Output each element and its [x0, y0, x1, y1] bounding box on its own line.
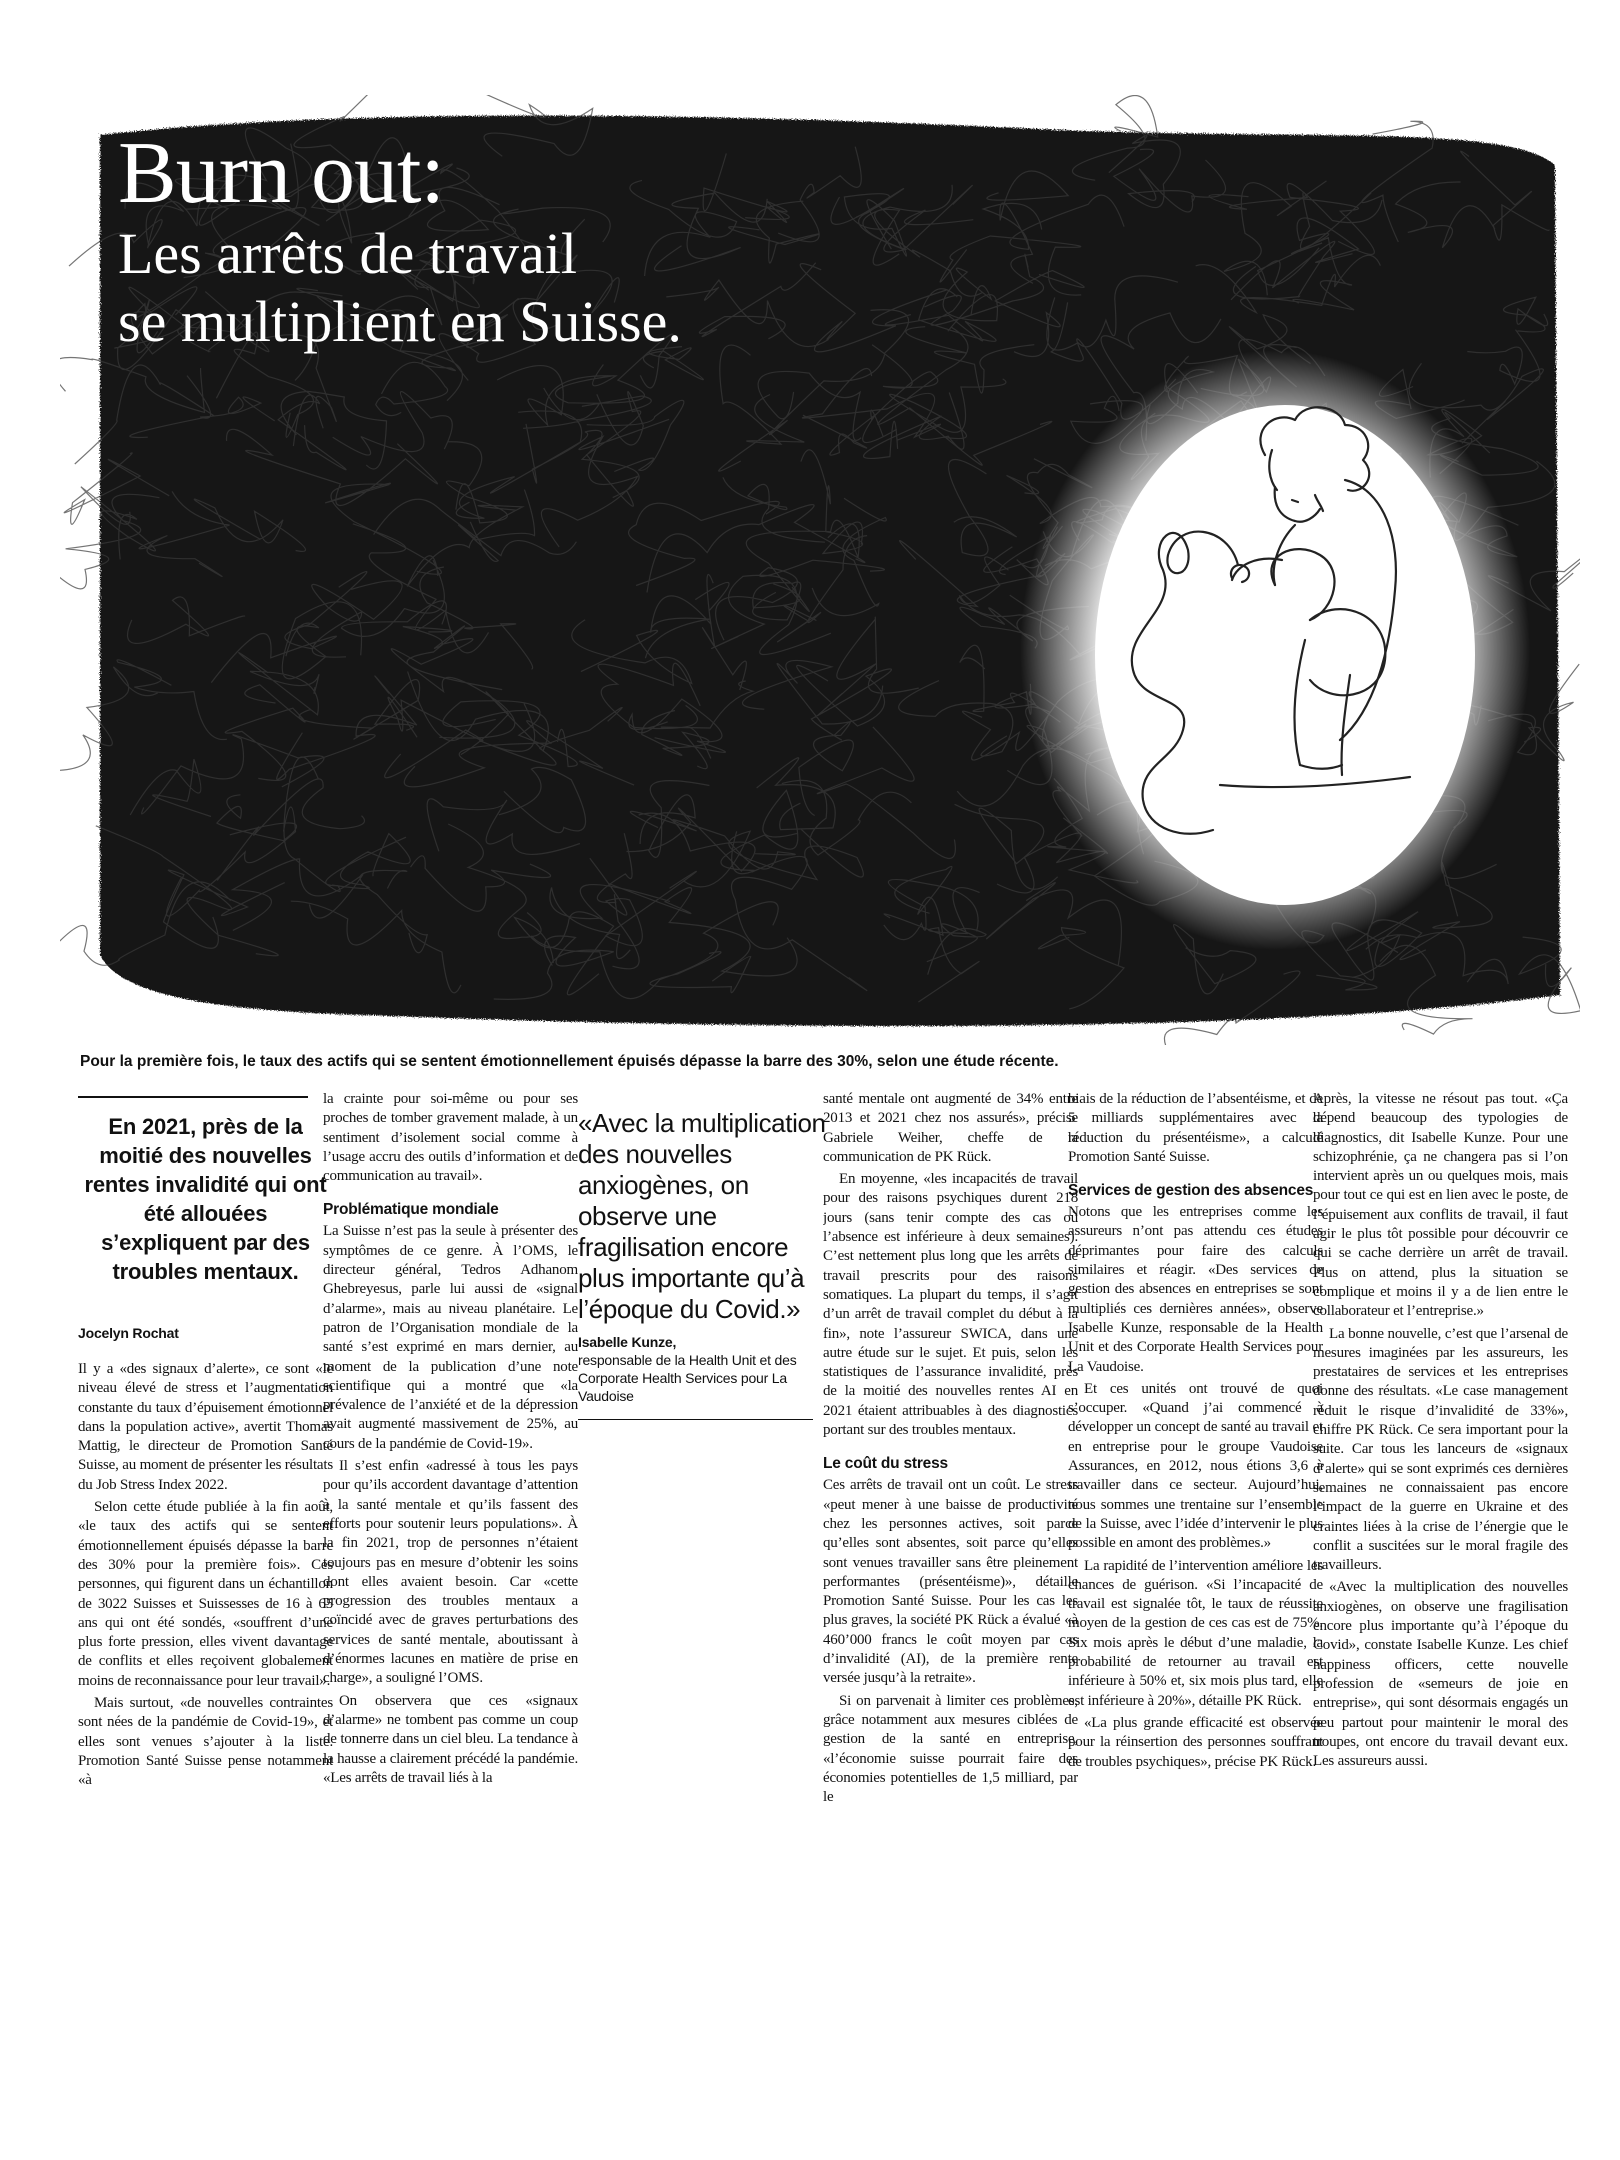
paragraph: Si on parvenait à limiter ces problèmes, grâce notamment aux mesures ciblées de gestion de la santé en entreprise, «l’économie suisse pourrait faire des économies potentielles de 1,5 milliard, par le: [823, 1692, 1078, 1806]
pull-quote-author: Isabelle Kunze,: [578, 1334, 677, 1350]
pull-quote-role: responsable de la Health Unit et des Corporate Health Services pour La Vaudoise: [578, 1352, 797, 1404]
column-6: [1313, 1090, 1568, 2150]
image-caption: Pour la première fois, le taux des actifs qui se sentent émotionnellement épuisés dépasse la barre des 30%, selon une étude récente.: [80, 1053, 1059, 1070]
pull-quote: [578, 1090, 833, 1420]
paragraph: On observera que ces «signaux d’alarme» ne tombent pas comme un coup de tonnerre dans un ciel bleu. La tendance à la hausse a clairement précédé la pandémie. «Les arrêts de travail liés à la: [323, 1692, 578, 1786]
column-2: [323, 1090, 578, 2150]
author: Jocelyn Rochat: [78, 1325, 179, 1341]
headline-main: Burn out:: [118, 125, 444, 222]
subheading: Problématique mondiale: [323, 1201, 499, 1219]
column-1: [78, 1090, 333, 2150]
headline: [118, 125, 918, 356]
paragraph: La bonne nouvelle, c’est que l’arsenal de mesures imaginées par les assureurs, les prestataires de services et les entreprises donne des résultats. «Le case management réduit le risque d’invalidité de 33%», chiffre PK Rück. Ce sera important pour la suite. Car tous les lanceurs de «signaux d’alerte» qui se sont exprimés ces dernières semaines ne connaissaient pas encore l’impact de la guerre en Ukraine et des craintes liées à la crise de l’énergie que le conflit a suscitées sur le moral fragile des travailleurs.: [1313, 1325, 1568, 1574]
paragraph: Il s’est enfin «adressé à tous les pays pour qu’ils accordent davantage d’attention à la santé mentale et qu’ils fassent des efforts pour soutenir leurs populations». À la fin 2021, trop de personnes n’étaient toujours pas en mesure d’obtenir les soins dont elles avaient besoin. Car «cette progression des troubles mentaux a coïncidé avec de graves perturbations des services de santé mentale, aboutissant à d’énormes lacunes en matière de prise en charge», a souligné l’OMS.: [323, 1458, 578, 1687]
headline-sub-line-1: Les arrêts de travail: [118, 221, 577, 286]
paragraph: «La plus grande efficacité est observée pour la réinsertion des personnes souffrant de troubles psychiques», précise PK Rück.: [1068, 1714, 1323, 1770]
paragraph: santé mentale ont augmenté de 34% entre 2013 et 2021 chez nos assurés», précise Gabriele Weiher, cheffe de la communication de PK Rück.: [823, 1091, 1078, 1165]
paragraph: biais de la réduction de l’absentéisme, et de 5 milliards supplémentaires avec la réduction du présentéisme», a calculé Promotion Santé Suisse.: [1068, 1091, 1323, 1165]
article-body: [33, 1090, 1587, 2150]
paragraph: La Suisse n’est pas la seule à présenter des symptômes de ce genre. À l’OMS, le directeur général, Tedros Adhanom Ghebreyesus, parle lui aussi de «signal d’alarme», mais au niveau planétaire. Le patron de l’Organisation mondiale de la santé s’est exprimé en mars dernier, au moment de la publication d’une note scientifique qui a montré que «la prévalence de l’anxiété et de la dépression avait augmenté massivement de 25%, au cours de la pandémie de Covid-19».: [323, 1223, 578, 1452]
column-5: [1068, 1090, 1323, 2150]
paragraph: Il y a «des signaux d’alerte», ce sont «le niveau élevé de stress et l’augmentation constante du taux d’épuisement émotionnel dans la population active», avertit Thomas Mattig, le directeur de Promotion Santé Suisse, au moment de présenter les résultats du Job Stress Index 2022.: [78, 1361, 333, 1493]
paragraph: «Avec la multiplication des nouvelles anxiogènes, on observe une fragilisation encore plus importante qu’à l’époque du Covid», constate Isabelle Kunze. Les chief happiness officers, cette nouvelle profession de «semeurs de joie en entreprise», qui sont désormais engagés un peu partout pour maintenir le moral des troupes, ont encore du travail devant eux. Les assureurs aussi.: [1313, 1579, 1568, 1770]
paragraph: Notons que les entreprises comme les assureurs n’ont pas attendu ces études déprimantes pour faire des calculs similaires et réagir. «Des services de gestion des absences en entreprises se sont multipliés ces dernières années», observe Isabelle Kunze, responsable de la Health Unit et des Corporate Health Services pour La Vaudoise.: [1068, 1204, 1323, 1375]
paragraph: Et ces unités ont trouvé de quoi s’occuper. «Quand j’ai commencé à développer un concept de santé au travail et en entreprise pour le groupe Vaudoise Assurances, en 2012, nous étions 3,6 à travailler dans ce secteur. Aujourd’hui, nous sommes une trentaine sur l’ensemble de la Suisse, avec l’idée d’intervenir le plus possible en amont des problèmes.»: [1068, 1380, 1323, 1552]
headline-sub-line-2: se multiplient en Suisse.: [118, 289, 682, 354]
illustration: [60, 95, 1580, 1045]
paragraph: En moyenne, «les incapacités de travail pour des raisons psychiques durent 218 jours (sans tenir compte des cas où l’absence est inférieure à deux semaines). C’est nettement plus long que les arrêts de travail prescrits pour des raisons somatiques. La plupart du temps, il s’agit d’un arrêt de travail complet du début à la fin», note l’assureur SWICA, dans une autre étude sur le sujet. Et puis, selon les statistiques de l’assurance invalidité, près de la moitié des nouvelles rentes AI en 2021 étaient attribuables à des diagnostics portant sur des troubles mentaux.: [823, 1171, 1078, 1439]
subheading: Services de gestion des absences: [1068, 1182, 1314, 1200]
paragraph: La rapidité de l’intervention améliore les chances de guérison. «Si l’incapacité de travail est signalée tôt, le taux de réussite moyen de la gestion de ces cas est de 75%. Six mois après le début d’une maladie, la probabilité de retourner au travail est inférieure à 50% et, six mois plus tard, elle est inférieure à 20%», détaille PK Rück.: [1068, 1557, 1323, 1709]
paragraph: Après, la vitesse ne résout pas tout. «Ça dépend beaucoup des typologies de diagnostics, dit Isabelle Kunze. Pour une schizophrénie, ça ne changera pas si l’on intervient après un ou quelques mois, mais pour tout ce qui est en lien avec le poste, de l’épuisement aux conflits de travail, il faut agir le plus tôt possible pour découvrir ce qui se cache derrière un arrêt de travail. Plus on attend, plus la situation se complique et moins il y a de lien entre le collaborateur et l’entreprise.»: [1313, 1091, 1568, 1320]
divider: [78, 1096, 308, 1098]
subheading: Le coût du stress: [823, 1455, 948, 1473]
paragraph: la crainte pour soi-même ou pour ses proches de tomber gravement malade, à un sentiment d’isolement social comme à l’usage accru des outils d’information et de communication au travail».: [323, 1091, 578, 1185]
paragraph: Ces arrêts de travail ont un coût. Le stress «peut mener à une baisse de productivité chez les personnes actives, soit parce qu’elles sont absentes, soit parce qu’elles sont venues travailler sans être pleinement performantes (présentéisme)», détaille Promotion Santé Suisse. Pour les cas les plus graves, la société PK Rück a évalué «à 460’000 francs le coût moyen par cas d’invalidité (AI), de la première rente versée jusqu’à la retraite».: [823, 1477, 1078, 1687]
column-4: [823, 1090, 1078, 2150]
paragraph: Selon cette étude publiée à la fin août, «le taux des actifs qui se sentent émotionnellement épuisés dépasse la barre des 30% pour la première fois». Ces personnes, qui figurent dans un échantillon de 3022 Suisses et Suissesses de 16 à 65 ans qui ont été sondés, «souffrent d’une plus forte pression, elles vivent davantage de conflits et elles reçoivent globalement moins de reconnaissance pour leur travail».: [78, 1499, 333, 1689]
teaser: En 2021, près de la moitié des nouvelles rentes invalidité qui ont été allouées s’expliquent par des troubles mentaux.: [84, 1114, 327, 1284]
pull-quote-text: «Avec la multiplication des nouvelles anxiogènes, on observe une fragilisation encore plus importante qu’à l’époque du Covid.»: [578, 1108, 826, 1324]
column-3-pull-quote: [578, 1090, 833, 2150]
paragraph: Mais surtout, «de nouvelles contraintes sont nées de la pandémie de Covid-19», et elles sont venues s’ajouter à la liste. Promotion Santé Suisse pense notamment «à: [78, 1695, 333, 1789]
divider: [578, 1419, 813, 1420]
